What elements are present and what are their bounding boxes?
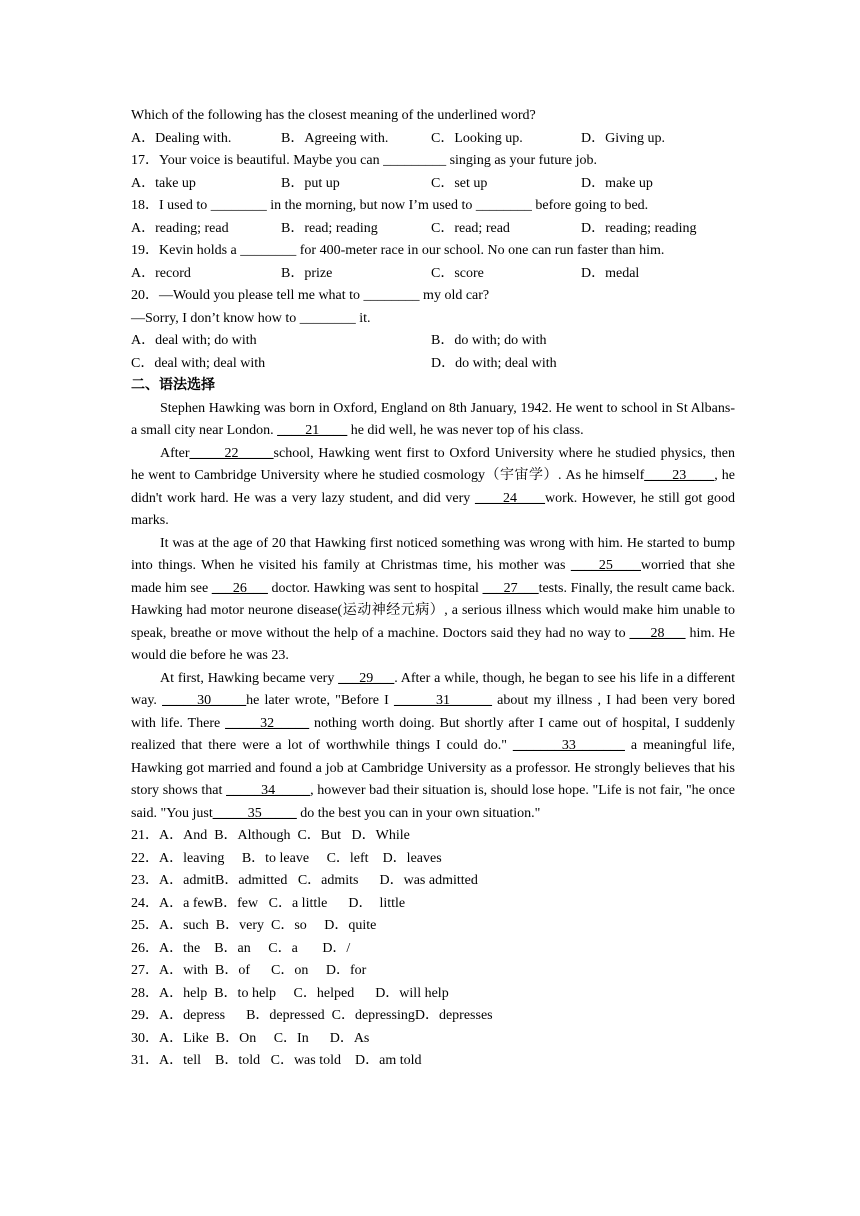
option-c[interactable]: C．read; read xyxy=(431,220,510,236)
option-a[interactable]: A．record xyxy=(131,265,191,281)
option-d[interactable]: D．make up xyxy=(581,175,653,191)
grammar-options-28[interactable]: 28．A．help B．to help C．helped D．will help xyxy=(131,985,449,1001)
passage-paragraph-2: After_____22_____school, Hawking went first to Oxford University where he studied physics, then he went to Cambridge University where he studied cosmology（宇宙学）. As he himself____23____, he didn't work hard. He was a very lazy student, and did very ____24____work. However, he still got good marks. xyxy=(131,445,735,528)
grammar-options-23[interactable]: 23．A．admitB．admitted C．admits D．was admitted xyxy=(131,873,478,888)
option-a[interactable]: A．take up xyxy=(131,175,196,191)
option-d[interactable]: D．medal xyxy=(581,265,640,281)
blank-34[interactable]: _____34_____ xyxy=(226,783,311,798)
blank-35[interactable]: _____35_____ xyxy=(212,805,297,821)
grammar-options-30[interactable]: 30．A．Like B．On C．In D．As xyxy=(131,1030,370,1046)
option-c[interactable]: C．Looking up. xyxy=(431,130,523,146)
option-b[interactable]: B．prize xyxy=(281,265,333,281)
blank-23[interactable]: ____23____ xyxy=(644,468,715,483)
grammar-options-26[interactable]: 26．A．the B．an C．a D．/ xyxy=(131,940,351,956)
blank-24[interactable]: ____24____ xyxy=(474,490,545,506)
question-16-stem: Which of the following has the closest meaning of the underlined word? xyxy=(131,108,536,123)
blank-26[interactable]: ___26___ xyxy=(211,580,268,596)
grammar-options-25[interactable]: 25．A．such B．very C．so D．quite xyxy=(131,918,377,933)
passage-paragraph-3: It was at the age of 20 that Hawking first noticed something was wrong with him. He started to bump into things. When he visited his family at Christmas time, his mother was ____25____worried that she made him see ___26___ doctor. Hawking was sent to hospital ___27___tests. Finally, the result came back. Hawking had motor neurone disease(运动神经元病）, a serious illness which would make him unable to speak, breathe or move without the help of a machine. Doctors said they had no way to ___28___ him. He would die before he was 23. xyxy=(131,535,736,663)
option-a[interactable]: A．reading; read xyxy=(131,220,229,236)
option-c[interactable]: C．score xyxy=(431,265,484,281)
option-b[interactable]: B．put up xyxy=(281,175,340,191)
blank-30[interactable]: _____30_____ xyxy=(162,693,247,708)
passage-paragraph-1: Stephen Hawking was born in Oxford, England on 8th January, 1942. He went to school in St Albans-a small city near London. ____21____ he did well, he was never top of his class. xyxy=(131,400,735,438)
grammar-options-22[interactable]: 22．A．leaving B．to leave C．left D．leaves xyxy=(131,850,442,866)
question-17-options xyxy=(131,173,735,196)
blank-31[interactable]: ______31______ xyxy=(393,693,492,708)
option-b[interactable]: B．Agreeing with. xyxy=(281,130,389,146)
blank-25[interactable]: ____25____ xyxy=(570,558,641,573)
section-heading: 二、语法选择 xyxy=(131,378,215,393)
option-a[interactable]: A．deal with; do with xyxy=(131,333,257,348)
blank-21[interactable]: ____21____ xyxy=(277,423,348,438)
grammar-options-29[interactable]: 29．A．depress B．depressed C．depressingD．depresses xyxy=(131,1008,493,1023)
blank-27[interactable]: ___27___ xyxy=(482,580,539,596)
grammar-options-24[interactable]: 24．A．a fewB．few C．a little D． little xyxy=(131,895,406,911)
option-a[interactable]: A．Dealing with. xyxy=(131,130,232,146)
option-c[interactable]: C．set up xyxy=(431,175,488,191)
question-18-stem: 18．I used to ________ in the morning, but now I’m used to ________ before going to bed. xyxy=(131,198,649,213)
option-d[interactable]: D．reading; reading xyxy=(581,220,697,236)
option-b[interactable]: B．do with; do with xyxy=(431,333,547,348)
question-20-options-row2 xyxy=(131,353,735,376)
grammar-options-27[interactable]: 27．A．with B．of C．on D．for xyxy=(131,963,367,978)
question-19-options xyxy=(131,263,735,286)
question-16-options xyxy=(131,128,735,151)
blank-32[interactable]: _____32_____ xyxy=(225,715,310,731)
grammar-options-21[interactable]: 21．A．And B．Although C．But D．While xyxy=(131,828,410,843)
blank-29[interactable]: ___29___ xyxy=(338,670,395,686)
question-18-options xyxy=(131,218,735,241)
option-d[interactable]: D．do with; deal with xyxy=(431,355,557,371)
question-20-reply: —Sorry, I don’t know how to ________ it. xyxy=(131,310,371,326)
option-b[interactable]: B．read; reading xyxy=(281,220,378,236)
blank-33[interactable]: _______33_______ xyxy=(512,738,625,753)
question-19-stem: 19．Kevin holds a ________ for 400-meter race in our school. No one can run faster than him. xyxy=(131,243,665,258)
question-17-stem: 17．Your voice is beautiful. Maybe you can _________ singing as your future job. xyxy=(131,153,597,168)
blank-22[interactable]: _____22_____ xyxy=(189,445,274,461)
exam-page xyxy=(131,105,735,1073)
question-20-stem: 20．—Would you please tell me what to ________ my old car? xyxy=(131,288,490,303)
passage-paragraph-4: At first, Hawking became very ___29___. After a while, though, he began to see his life in a different way. _____30_____he later wrote, "Before I ______31______ about my illness , I had been very bored with life. There _____32_____ nothing worth doing. But shortly after I came out of hospital, I suddenly realized that there were a lot of worthwhile things I could do." _______33_______ a meaningful life, Hawking got married and found a job at Cambridge University as a professor. He strongly believes that his story shows that _____34_____, however bad their situation is, should lose hope. "Life is not fair, "he once said. "You just_____35_____ do the best you can in your own situation." xyxy=(131,670,736,821)
blank-28[interactable]: ___28___ xyxy=(629,625,686,641)
question-20-options-row1 xyxy=(131,330,735,353)
option-d[interactable]: D．Giving up. xyxy=(581,130,665,146)
option-c[interactable]: C．deal with; deal with xyxy=(131,355,266,371)
grammar-options-31[interactable]: 31．A．tell B．told C．was told D．am told xyxy=(131,1053,422,1068)
